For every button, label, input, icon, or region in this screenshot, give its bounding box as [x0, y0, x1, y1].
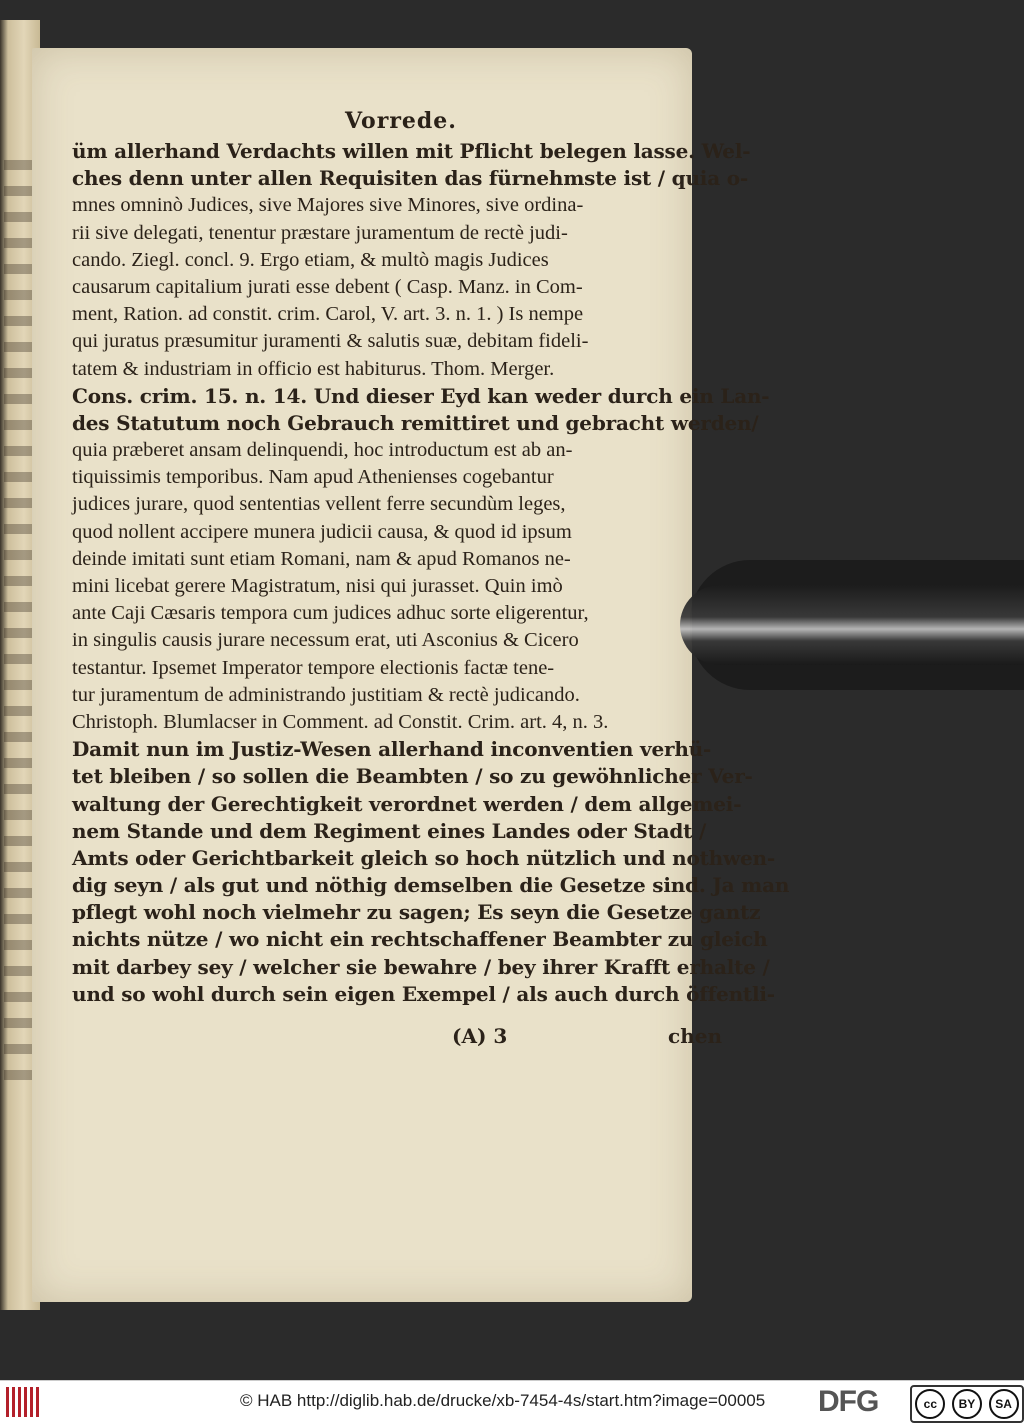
by-icon: BY: [952, 1389, 982, 1419]
text-line: mnes omninò Judices, sive Majores sive Minores, sive ordina-: [72, 194, 584, 217]
text-line: nem Stande und dem Regiment eines Landes oder Stadt /: [72, 818, 707, 843]
text-line: cando. Ziegl. concl. 9. Ergo etiam, & multò magis Judices: [72, 248, 549, 271]
sa-icon: SA: [989, 1389, 1019, 1419]
viewer-footer-bar: [0, 1380, 1024, 1423]
catchword: chen: [668, 1024, 722, 1048]
text-line: deinde imitati sunt etiam Romani, nam & apud Romanos ne-: [72, 547, 571, 570]
text-line: testantur. Ipsemet Imperator tempore electionis factæ tene-: [72, 656, 555, 679]
text-line: mini licebat gerere Magistratum, nisi qui jurasset. Quin imò: [72, 575, 563, 597]
text-line: tet bleiben / so sollen die Beambten / so zu gewöhnlicher Ver-: [72, 764, 753, 789]
text-line: causarum capitalium jurati esse debent ( Casp. Manz. in Com-: [72, 275, 583, 298]
text-line: rii sive delegati, tenentur præstare juramentum de rectè judi-: [72, 221, 568, 244]
text-line: ante Caji Cæsaris tempora cum judices adhuc sorte eligerentur,: [72, 602, 589, 625]
text-line: des Statutum noch Gebrauch remittiret und gebracht werden/: [72, 410, 759, 435]
text-line: judices jurare, quod sententias vellent ferre secundùm leges,: [72, 493, 566, 516]
text-line: Cons. crim. 15. n. 14. Und dieser Eyd kan weder durch ein Lan-: [72, 383, 770, 408]
text-line: quod nollent accipere munera judicii causa, & quod id ipsum: [72, 520, 572, 543]
dfg-logo[interactable]: DFG: [818, 1385, 879, 1418]
running-head: Vorrede.: [345, 108, 457, 134]
text-line: Christoph. Blumlacser in Comment. ad Constit. Crim. art. 4, n. 3.: [72, 710, 609, 733]
page-clip: [680, 585, 1024, 665]
text-line: in singulis causis jurare necessum erat, uti Asconius & Cicero: [72, 629, 579, 652]
hab-logo-name: [6, 1387, 42, 1417]
text-line: ches denn unter allen Requisiten das fürnehmste ist / quia o-: [72, 166, 748, 191]
text-line: tatem & industriam in officio est habiturus. Thom. Merger.: [72, 357, 555, 380]
page-footer-line: [72, 1024, 732, 1054]
signature-mark: (A) 3: [452, 1024, 508, 1048]
text-line: Damit nun im Justiz-Wesen allerhand inconventien verhü-: [72, 737, 712, 762]
cc-license-badge[interactable]: [910, 1385, 1024, 1423]
page-body-text: [72, 138, 790, 1008]
text-line: und so wohl durch sein eigen Exempel / als auch durch öffentli-: [72, 981, 775, 1006]
text-line: tiquissimis temporibus. Nam apud Athenienses cogebantur: [72, 466, 554, 489]
text-line: ment, Ration. ad constit. crim. Carol, V. art. 3. n. 1. ) Is nempe: [72, 303, 584, 326]
cc-icon: cc: [915, 1389, 945, 1419]
text-line: waltung der Gerechtigkeit verordnet werden / dem allgemei-: [72, 791, 742, 816]
text-line: tur juramentum de administrando justitiam & rectè judicando.: [72, 683, 580, 706]
text-line: pflegt wohl noch vielmehr zu sagen; Es seyn die Gesetze gantz: [72, 900, 761, 925]
text-line: Amts oder Gerichtbarkeit gleich so hoch nützlich und nothwen-: [72, 845, 775, 870]
text-line: quia præberet ansam delinquendi, hoc introductum est ab an-: [72, 439, 573, 462]
text-line: dig seyn / als gut und nöthig demselben die Gesetze sind. Ja man: [72, 873, 790, 898]
text-line: üm allerhand Verdachts willen mit Pflicht belegen lasse. Wel-: [72, 139, 751, 163]
text-line: mit darbey sey / welcher sie bewahre / bey ihrer Krafft erhalte /: [72, 954, 770, 979]
copyright-link[interactable]: © HAB http://diglib.hab.de/drucke/xb-7454-4s/start.htm?image=00005: [240, 1391, 766, 1410]
text-line: qui juratus præsumitur juramenti & salutis suæ, debitam fideli-: [72, 330, 589, 353]
text-line: nichts nütze / wo nicht ein rechtschaffener Beambter zu gleich: [72, 927, 768, 952]
